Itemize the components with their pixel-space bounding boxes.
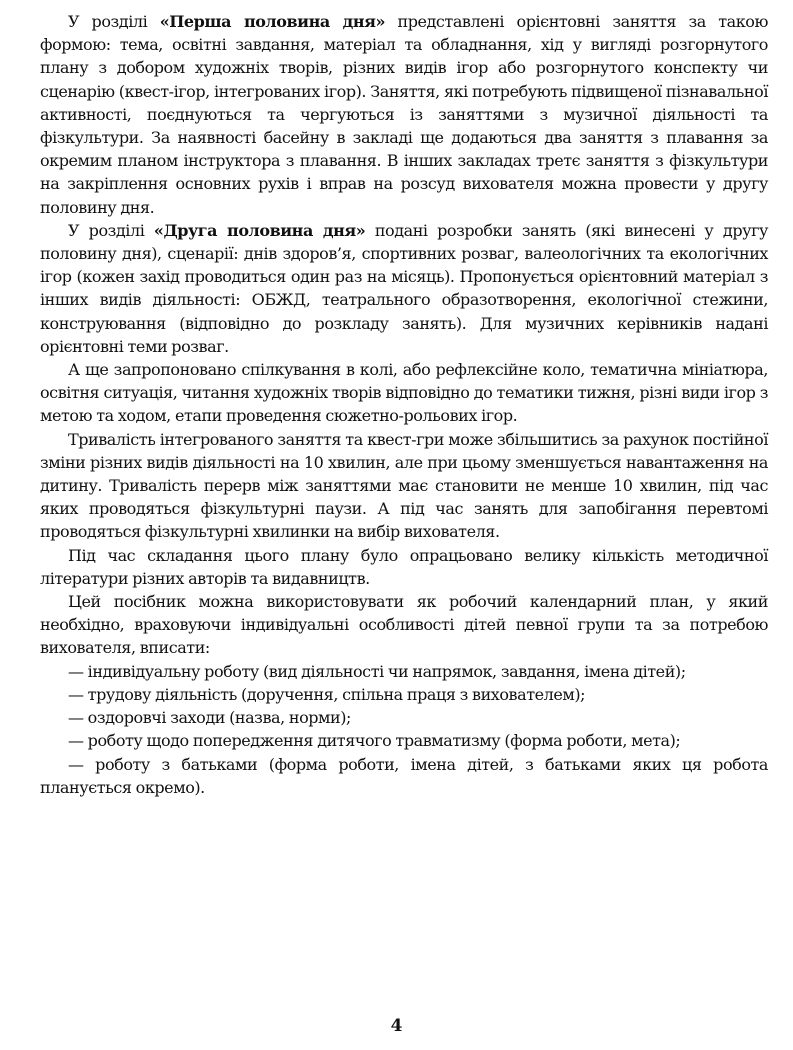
section-title-bold: «Перша половина дня» [159,12,386,31]
paragraph-text: Під час складання цього плану було опрацьовано велику кількість методичної літератури різних авторів та видавництв. [40,545,768,588]
paragraph-literature [40,544,768,590]
page-number: 4 [390,1016,403,1036]
list-item: — роботу щодо попередження дитячого травматизму (форма роботи, мета); [68,731,681,751]
paragraph-text: А ще запропоновано спілкування в колі, або рефлексійне коло, тематична мініатюра, освітня ситуація, читання художніх творів відповідно до тематики тижня, різні види ігор з метою та ходом, етапи проведення сюжетно-рольових ігор. [40,360,768,426]
paragraph-text: представлені орієнтовні заняття за такою формою: тема, освітні завдання, матеріал та обладнання, хід у вигляді розгорнутого плану з добором художніх творів, різних видів ігор або розгорнутого конспекту чи сценарію (квест-ігор, інтегрованих ігор). Заняття, які потребують підвищеної пізнавальної активності, поєднуються та чергуються із заняттями з музичної діяльності та фізкультури. За наявності басейну в закладі ще додаються два заняття з плавання за окремим планом інструктора з плавання. В інших закладах третє заняття з фізкультури на закріплення основних рухів і вправ на розсуд вихователя можна провести у другу половину дня. [40,12,768,217]
paragraph-text: подані розробки занять (які винесені у другу половину дня), сценарії: днів здоров’я, спортивних розваг, валеологічних та екологічних ігор (кожен захід проводиться один раз на місяць). Пропонується орієнтовний матеріал з інших видів діяльності: ОБЖД, театрального образотворення, екологічної стежини, конструювання (відповідно до розкладу занять). Для музичних керівників надані орієнтовні теми розваг. [40,220,768,356]
list-item: — оздоровчі заходи (назва, норми); [68,708,351,728]
page-body [40,10,768,799]
paragraph-second-half-day [40,219,768,358]
paragraph-text: У розділі [68,12,160,31]
paragraph-text: У розділі [68,220,154,240]
activity-list [40,660,768,799]
list-item: — індивідуальну роботу (вид діяльності чи напрямок, завдання, імена дітей); [68,661,686,681]
list-item: — роботу з батьками (форма роботи, імена дітей, з батьками яких ця робота планується окремо). [40,754,768,797]
paragraph-duration [40,428,768,544]
paragraph-text: Тривалість інтегрованого заняття та квест-гри може збільшитись за рахунок постійної зміни різних видів діяльності на 10 хвилин, але при цьому зменшується навантаження на дитину. Тривалість перерв між заняттями має становити не менше 10 хвилин, під час яких проводяться фізкультурні паузи. А під час занять для запобігання перевтомі проводяться фізкультурні хвилинки на вибір вихователя. [40,429,768,542]
list-item: — трудову діяльність (доручення, спільна праця з вихователем); [68,684,586,704]
section-title-bold: «Друга половина дня» [153,220,366,240]
paragraph-usage [40,590,768,660]
paragraph-circle-communication [40,358,768,428]
paragraph-text: Цей посібник можна використовувати як робочий календарний план, у який необхідно, враховуючи індивідуальні особливості дітей певної групи та за потребою вихователя, вписати: [40,592,768,658]
paragraph-first-half-day [40,10,768,219]
